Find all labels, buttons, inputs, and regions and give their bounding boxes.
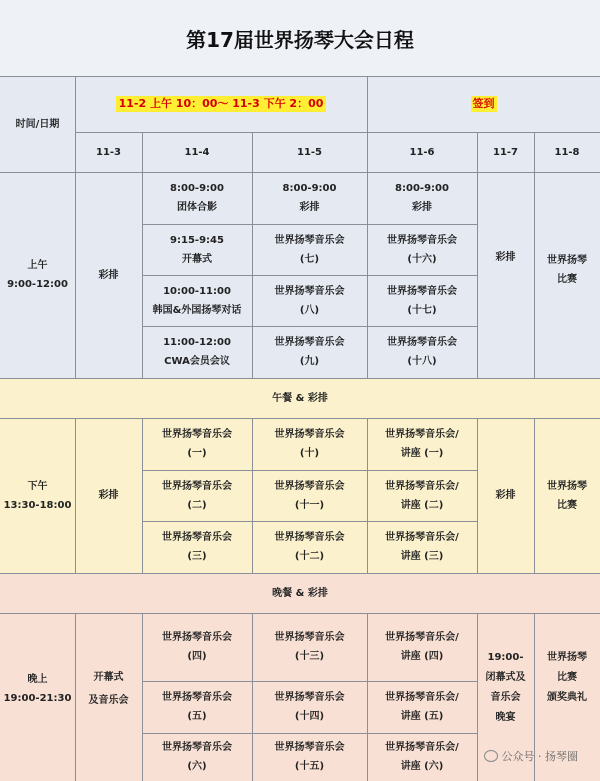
afternoon-label: 下午 13:30-18:00 <box>3 480 72 511</box>
wechat-icon <box>484 750 498 762</box>
morning-11-8: 世界扬琴 比赛 <box>547 255 587 285</box>
morning-11-3: 彩排 <box>98 269 119 281</box>
date-11-7: 11-7 <box>492 146 519 158</box>
afternoon-11-6-slot: 世界扬琴音乐会/ 讲座 (一) <box>385 429 459 459</box>
grid-line <box>252 132 253 378</box>
grid-line <box>75 132 600 133</box>
watermark: 公众号 · 扬琴圈 <box>484 748 579 764</box>
grid-line <box>142 224 477 225</box>
evening-11-4-slot: 世界扬琴音乐会 (六) <box>162 742 232 772</box>
grid-line <box>0 573 600 574</box>
morning-11-5-slot: 8:00-9:00 彩排 <box>282 183 337 213</box>
page-title: 第17届世界扬琴大会日程 <box>0 0 600 76</box>
afternoon-11-6-slot: 世界扬琴音乐会/ 讲座 (二) <box>385 480 459 511</box>
grid-line <box>367 76 368 132</box>
afternoon-11-4-slot: 世界扬琴音乐会 (二) <box>162 480 232 511</box>
evening-11-4-slot: 世界扬琴音乐会 (四) <box>162 632 232 662</box>
evening-11-5-slot: 世界扬琴音乐会 (十四) <box>274 692 345 722</box>
date-11-6: 11-6 <box>409 146 435 158</box>
grid-line <box>477 132 478 378</box>
morning-11-5-slot: 世界扬琴音乐会 (八) <box>274 285 345 316</box>
grid-line <box>142 521 477 522</box>
afternoon-11-7: 彩排 <box>495 490 516 501</box>
grid-line <box>0 76 600 77</box>
checkin-cell: 签到 <box>472 97 495 111</box>
grid-line <box>0 418 600 419</box>
morning-11-4-slot: 11:00-12:00 CWA会员会议 <box>163 337 231 367</box>
morning-11-6-slot: 世界扬琴音乐会 (十七) <box>387 285 457 316</box>
morning-11-4-slot: 9:15-9:45 开幕式 <box>170 234 224 265</box>
grid-line <box>367 132 368 378</box>
afternoon-11-3: 彩排 <box>98 490 119 501</box>
grid-line <box>0 378 600 379</box>
afternoon-11-5-slot: 世界扬琴音乐会 (十) <box>274 429 345 459</box>
date-11-4: 11-4 <box>184 146 210 158</box>
grid-line <box>142 470 477 471</box>
grid-line <box>142 418 143 573</box>
grid-line <box>534 418 535 573</box>
grid-line <box>367 418 368 573</box>
grid-line <box>252 418 253 573</box>
evening-11-8: 世界扬琴 比赛 颁奖典礼 <box>547 652 587 703</box>
date-11-3: 11-3 <box>95 146 122 158</box>
grid-line <box>534 132 535 378</box>
grid-line <box>142 733 477 734</box>
grid-line <box>75 613 76 781</box>
lunch-row: 午餐 & 彩排 <box>272 392 328 404</box>
dinner-row: 晚餐 & 彩排 <box>272 587 328 599</box>
grid-line <box>142 132 143 378</box>
evening-11-6-slot: 世界扬琴音乐会/ 讲座 (六) <box>385 742 459 772</box>
morning-11-5-slot: 世界扬琴音乐会 (九) <box>274 337 345 367</box>
grid-line <box>75 76 76 378</box>
morning-11-6-slot: 世界扬琴音乐会 (十八) <box>387 337 457 367</box>
date-11-5: 11-5 <box>296 146 323 158</box>
grid-line <box>0 613 600 614</box>
morning-11-4-slot: 8:00-9:00 团体合影 <box>170 183 224 213</box>
grid-line <box>142 613 143 781</box>
time-date-header: 时间/日期 <box>15 118 60 130</box>
date-11-8: 11-8 <box>554 146 580 158</box>
evening-11-6-slot: 世界扬琴音乐会/ 讲座 (五) <box>385 692 459 722</box>
morning-11-5-slot: 世界扬琴音乐会 (七) <box>274 234 345 265</box>
morning-11-6-slot: 8:00-9:00 彩排 <box>395 183 449 213</box>
grid-line <box>252 613 253 781</box>
evening-11-3: 开幕式 及音乐会 <box>88 672 129 706</box>
grid-line <box>142 326 477 327</box>
afternoon-11-4-slot: 世界扬琴音乐会 (三) <box>162 532 232 562</box>
afternoon-11-6-slot: 世界扬琴音乐会/ 讲座 (三) <box>385 532 459 562</box>
morning-11-7: 彩排 <box>495 251 516 263</box>
afternoon-11-5-slot: 世界扬琴音乐会 (十二) <box>274 532 345 562</box>
grid-line <box>75 418 76 573</box>
afternoon-11-8: 世界扬琴 比赛 <box>547 480 587 511</box>
morning-label: 上午 9:00-12:00 <box>7 260 68 290</box>
evening-11-7: 19:00- 闭幕式及 音乐会 晚宴 <box>485 652 526 723</box>
grid-line <box>477 613 478 781</box>
evening-11-6-slot: 世界扬琴音乐会/ 讲座 (四) <box>385 632 459 662</box>
afternoon-11-4-slot: 世界扬琴音乐会 (一) <box>162 429 232 459</box>
afternoon-11-5-slot: 世界扬琴音乐会 (十一) <box>274 480 345 511</box>
grid-line <box>367 613 368 781</box>
arrival-time-cell: 11-2 上午 10：00～ 11-3 下午 2：00 <box>75 76 367 132</box>
evening-11-4-slot: 世界扬琴音乐会 (五) <box>162 692 232 722</box>
grid-line <box>0 172 600 173</box>
evening-11-5-slot: 世界扬琴音乐会 (十五) <box>274 742 345 772</box>
morning-11-4-slot: 10:00-11:00 韩国&外国扬琴对话 <box>152 285 242 316</box>
evening-label: 晚上 19:00-21:30 <box>3 674 72 704</box>
grid-line <box>142 275 477 276</box>
evening-11-5-slot: 世界扬琴音乐会 (十三) <box>274 632 345 662</box>
grid-line <box>477 418 478 573</box>
morning-11-6-slot: 世界扬琴音乐会 (十六) <box>387 234 457 265</box>
grid-line <box>142 681 477 682</box>
